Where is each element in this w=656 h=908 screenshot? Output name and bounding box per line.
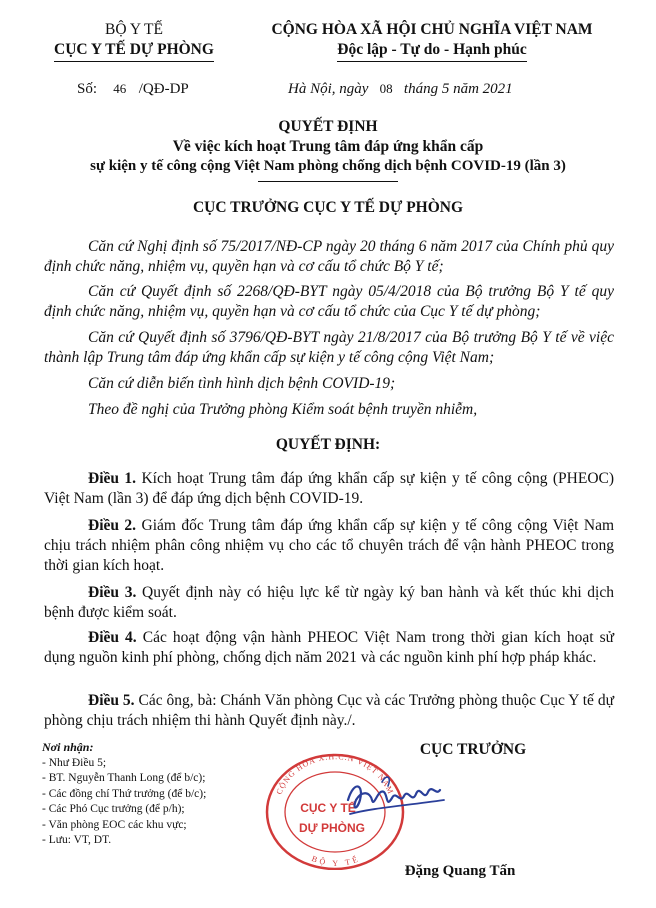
article-4: Điều 4. Các hoạt động vận hành PHEOC Việt Nam trong thời gian kích hoạt sử dụng nguồn kinh phí phòng, chống dịch năm 2021 và các nguồn kinh phí hợp pháp khác. <box>44 629 614 666</box>
document-number: Số: 46 /QĐ-DP <box>77 81 189 97</box>
basis-4: Căn cứ diễn biến tình hình dịch bệnh COVID-19; <box>88 375 396 392</box>
basis-2: Căn cứ Quyết định số 2268/QĐ-BYT ngày 05/4/2018 của Bộ trưởng Bộ Y tế quy định chức năng, nhiệm vụ, quyền hạn và cơ cấu tổ chức của Cục Y tế dự phòng; <box>44 283 614 320</box>
stamp-ring-bottom: BỘ Y TẾ <box>310 854 362 868</box>
recipient-item: - BT. Nguyễn Thanh Long (để b/c); <box>42 772 206 784</box>
subject-line-1: Về việc kích hoạt Trung tâm đáp ứng khẩn cấp <box>172 138 484 155</box>
article-1: Điều 1. Kích hoạt Trung tâm đáp ứng khẩn cấp sự kiện y tế công cộng (PHEOC) Việt Nam (lần 3) để đáp ứng dịch bệnh COVID-19. <box>44 470 615 507</box>
basis-3: Căn cứ Quyết định số 3796/QĐ-BYT ngày 21/8/2017 của Bộ trưởng Bộ Y tế về việc thành lập Trung tâm đáp ứng khẩn cấp sự kiện y tế công cộng Việt Nam; <box>44 329 614 366</box>
recipients-list <box>42 740 206 849</box>
recipient-item: - Như Điều 5; <box>42 756 107 769</box>
national-header <box>232 20 632 62</box>
subject-line-2: sự kiện y tế công cộng Việt Nam phòng chống dịch bệnh COVID-19 (lần 3) <box>90 158 566 174</box>
signer-name: Đặng Quang Tấn <box>404 863 516 879</box>
handwritten-signature <box>342 770 452 840</box>
decision-heading: QUYẾT ĐỊNH: <box>275 436 381 453</box>
department-name: CỤC Y TẾ DỰ PHÒNG <box>34 40 234 62</box>
stamp-center-line-1: CỤC Y TẾ <box>300 801 356 815</box>
basis-5: Theo đề nghị của Trưởng phòng Kiểm soát bệnh truyền nhiễm, <box>88 401 478 418</box>
recipients-heading: Nơi nhận: <box>42 740 94 754</box>
ministry-name: BỘ Y TẾ <box>105 21 163 38</box>
article-5: Điều 5. Các ông, bà: Chánh Văn phòng Cục và các Trưởng phòng thuộc Cục Y tế dự phòng chịu trách nhiệm thi hành Quyết định này./. <box>44 692 615 729</box>
recipient-item: - Văn phòng EOC các khu vực; <box>42 818 187 831</box>
signer-title: CỤC TRƯỞNG <box>419 741 527 758</box>
recipient-item: - Các Phó Cục trưởng (để p/h); <box>42 803 185 815</box>
title-divider <box>258 181 398 182</box>
issuer-block <box>34 20 234 62</box>
motto: Độc lập - Tự do - Hạnh phúc <box>232 40 632 62</box>
basis-1: Căn cứ Nghị định số 75/2017/NĐ-CP ngày 20 tháng 6 năm 2017 của Chính phủ quy định chức năng, nhiệm vụ, quyền hạn và cơ cấu tổ chức Bộ Y tế; <box>44 238 614 275</box>
stamp-center-line-2: DỰ PHÒNG <box>299 821 365 835</box>
article-3: Điều 3. Quyết định này có hiệu lực kể từ ngày ký ban hành và kết thúc khi dịch bệnh được kiểm soát. <box>44 584 614 621</box>
stamp-ring-top: CỘNG HÒA X.H.C.N VIỆT NAM <box>274 752 396 796</box>
authority-title: CỤC TRƯỞNG CỤC Y TẾ DỰ PHÒNG <box>192 199 464 216</box>
recipient-item: - Các đồng chí Thứ trưởng (để b/c); <box>42 787 207 800</box>
document-title: QUYẾT ĐỊNH <box>278 118 378 135</box>
article-2: Điều 2. Giám đốc Trung tâm đáp ứng khẩn cấp sự kiện y tế công cộng Việt Nam chịu trách nhiệm phân công nhiệm vụ cho các tổ chuyên trách để vận hành PHEOC trong thời gian kích hoạt. <box>44 517 614 574</box>
document-date: Hà Nội, ngày 08 tháng 5 năm 2021 <box>288 81 513 97</box>
country-name: CỘNG HÒA XÃ HỘI CHỦ NGHĨA VIỆT NAM <box>271 21 593 38</box>
recipient-item: - Lưu: VT, DT. <box>42 834 112 846</box>
